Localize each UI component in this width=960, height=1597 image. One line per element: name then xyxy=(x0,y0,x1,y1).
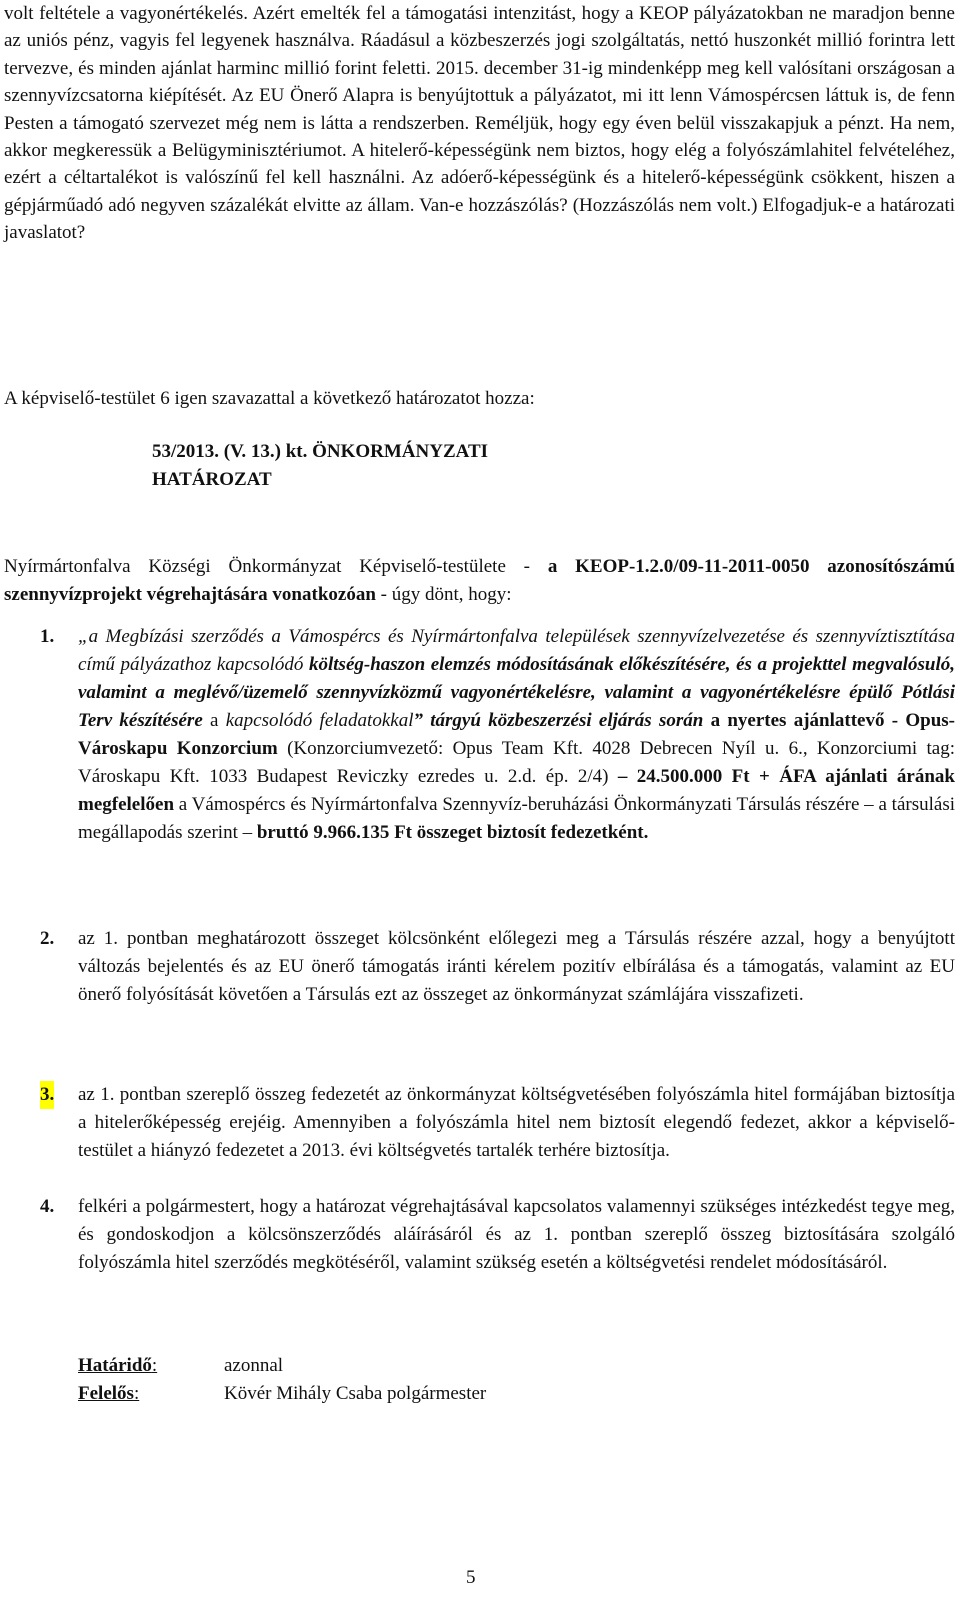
item-text-segment: költség-haszon elemzés módosításának előkészítésére, és a projekttel megvalósuló, valamint a meglévő/üzemelő szennyvízközmű vagyonértékelésre, valamint a vagyonértékelésre épülő Pótlási Terv készítésére xyxy=(78,654,955,731)
item-text-segment: – 24.500.000 Ft + ÁFA ajánlati árának megfelelően xyxy=(78,766,955,815)
item-text: az 1. pontban szereplő összeg fedezetét az önkormányzat költségvetésében folyószámla hitel formájában biztosítja a hitelerőképesség erejéig. Amennyiben a folyószámla hitel nem biztosít elegendő fedezet, akkor a képviselő-testület a hiányzó fedezetet a 2013. évi költségvetés tartalék terhére biztosítja. xyxy=(78,1084,955,1161)
page-number: 5 xyxy=(466,1567,476,1588)
deadline-value: azonnal xyxy=(224,1355,284,1376)
item-number: 2. xyxy=(40,928,55,949)
responsible-row xyxy=(78,1380,486,1408)
deadline-label-text: Határidő xyxy=(78,1355,152,1376)
deadline-colon: : xyxy=(151,1355,158,1376)
item-text-segment: a Vámospércs és Nyírmártonfalva Szennyvíz-beruházási Önkormányzati Társulás részére – a társulási megállapodás szerint – xyxy=(78,794,955,843)
item-text-segment: ” tárgyú közbeszerzési eljárás során xyxy=(413,710,711,731)
resolution-intro xyxy=(4,553,955,609)
item-number: 4. xyxy=(40,1196,55,1217)
intro-decision: - úgy dönt, hogy: xyxy=(375,584,512,605)
intro-body: Nyírmártonfalva Községi Önkormányzat Képviselő-testülete - xyxy=(4,556,548,577)
vote-line: A képviselő-testület 6 igen szavazattal a következő határozatot hozza: xyxy=(4,388,535,409)
item-text: felkéri a polgármestert, hogy a határozat végrehajtásával kapcsolatos valamennyi szükséges intézkedést tegye meg, és gondoskodjon a kölcsönszerződés aláírásáról és az 1. pontban szereplő összeg biztosítására szolgáló folyószámla hitel szerződés megkötéséről, valamint szükség esetén a költségvetési rendelet módosításáról. xyxy=(78,1196,955,1273)
item-text-segment: (Konzorciumvezető: Opus Team Kft. 4028 Debrecen Nyíl u. 6., Konzorciumi tag: Városkapu Kft. 1033 Budapest Reviczky ezredes u. 2.d. ép. 2/4) xyxy=(78,738,955,787)
responsible-label xyxy=(78,1380,224,1408)
continuation-paragraph: volt feltétele a vagyonértékelés. Azért emelték fel a támogatási intenzitást, hogy a KEOP pályázatokban ne maradjon benne az uniós pénz, vagyis fel legyenek használva. Ráadásul a közbeszerzés jogi szolgáltatás, nettó huszonkét millió forintra lett tervezve, és minden ajánlat harminc millió forint feletti. 2015. december 31-ig mindenképp meg kell valósítani országosan a szennyvízcsatorna kiépítését. Az EU Önerő Alapra is benyújtottuk a pályázatot, mi itt lenn Vámospércsen láttuk is, de fenn Pesten a támogató szervezet még nem is látta a rendszerben. Reméljük, hogy egy éven belül visszakapjuk a pénzt. Ha nem, akkor megkeressük a Belügyminisztériumot. A hitelerő-képességünk nem biztos, hogy elég a folyószámlahitel felvételéhez, ezért a céltartalékot is valószínű fel kell használni. Az adóerő-képességünk és a hitelerő-képességünk csökkent, hiszen a gépjárműadó adó negyven százalékát elvitte az állam. Van-e hozzászólás? (Hozzászólás nem volt.) Elfogadjuk-e a határozati javaslatot? xyxy=(4,3,955,244)
resolution-item-4 xyxy=(40,1193,955,1277)
resolution-item-1 xyxy=(40,623,955,847)
deadline-row xyxy=(78,1352,283,1380)
responsible-colon: : xyxy=(133,1383,140,1404)
resolution-heading xyxy=(152,438,488,494)
item-text-segment: a nyertes ajánlattevő - Opus-Városkapu Konzorcium xyxy=(78,710,955,759)
item-number: 3. xyxy=(40,1081,54,1109)
resolution-item-2 xyxy=(40,925,955,1009)
item-text-segment: „a Megbízási szerződés a Vámospércs és Nyírmártonfalva települések szennyvízelvezetése és szennyvíztisztítása című pályázathoz kapcsolódó xyxy=(78,626,955,675)
item-text-segment: a xyxy=(202,710,226,731)
item-text-segment: bruttó 9.966.135 Ft összeget biztosít fedezetként. xyxy=(256,822,649,843)
intro-project: a KEOP-1.2.0/09-11-2011-0050 azonosítószámú szennyvízprojekt végrehajtására vonatkozóan xyxy=(4,556,955,605)
item-text-segment: kapcsolódó feladatokkal xyxy=(225,710,414,731)
item-text: az 1. pontban meghatározott összeget kölcsönként előlegezi meg a Társulás részére azzal, hogy a benyújtott változás bejelentés és az EU önerő támogatás iránti kérelem pozitív elbírálása és a támogatás, valamint az EU önerő folyósítását követően a Társulás ezt az összeget az önkormányzat számlájára visszafizeti. xyxy=(78,928,955,1005)
resolution-number: 53/2013. (V. 13.) kt. ÖNKORMÁNYZATI xyxy=(152,441,489,462)
item-number: 1. xyxy=(40,626,55,647)
resolution-item-3 xyxy=(40,1081,955,1165)
item-text xyxy=(78,623,955,847)
resolution-type: HATÁROZAT xyxy=(152,469,272,490)
responsible-label-text: Felelős xyxy=(78,1383,134,1404)
deadline-label xyxy=(78,1352,224,1380)
responsible-value: Kövér Mihály Csaba polgármester xyxy=(224,1383,487,1404)
